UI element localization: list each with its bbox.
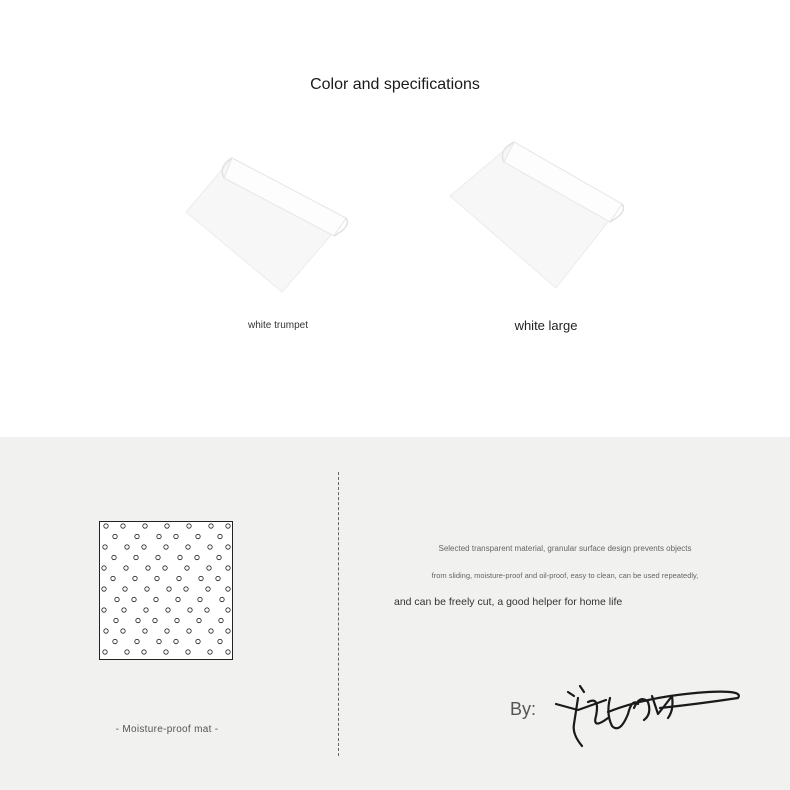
description-line-1: Selected transparent material, granular surface design prevents objects	[438, 544, 692, 553]
pattern-dot	[226, 629, 230, 633]
description-line-2: from sliding, moisture-proof and oil-proof, easy to clean, can be used repeatedly,	[431, 571, 699, 580]
signature-image	[548, 674, 744, 759]
pattern-dot	[102, 608, 106, 612]
pattern-dot	[145, 587, 149, 591]
pattern-dot	[125, 545, 129, 549]
pattern-dot	[142, 545, 146, 549]
pattern-dot	[226, 650, 230, 654]
pattern-dot	[115, 597, 119, 601]
product-label-large: white large	[514, 318, 578, 333]
pattern-dot	[157, 639, 161, 643]
pattern-dot	[226, 545, 230, 549]
pattern-dot	[165, 629, 169, 633]
pattern-dot	[205, 608, 209, 612]
pattern-dot	[135, 639, 139, 643]
pattern-dot	[157, 534, 161, 538]
product-image-large	[446, 140, 626, 292]
pattern-dot	[124, 566, 128, 570]
pattern-dot	[208, 650, 212, 654]
pattern-dot	[143, 629, 147, 633]
pattern-dot	[206, 587, 210, 591]
pattern-dot	[209, 629, 213, 633]
pattern-dot	[187, 524, 191, 528]
pattern-dot	[226, 608, 230, 612]
pattern-dot	[164, 545, 168, 549]
pattern-dot	[208, 545, 212, 549]
pattern-dot	[153, 618, 157, 622]
pattern-dot	[218, 534, 222, 538]
pattern-dot	[175, 618, 179, 622]
pattern-dot	[113, 639, 117, 643]
pattern-dot	[195, 555, 199, 559]
pattern-dot	[102, 566, 106, 570]
pattern-dot	[167, 587, 171, 591]
pattern-dot	[226, 587, 230, 591]
pattern-dot	[104, 524, 108, 528]
dot-pattern-illustration	[99, 521, 233, 660]
pattern-dot	[178, 555, 182, 559]
section-title: Color and specifications	[310, 76, 480, 93]
pattern-dot	[186, 545, 190, 549]
pattern-dot	[114, 618, 118, 622]
pattern-dot	[113, 534, 117, 538]
pattern-dot	[103, 545, 107, 549]
pattern-dot	[218, 639, 222, 643]
product-image-small	[184, 156, 350, 296]
pattern-dot	[133, 576, 137, 580]
pattern-dot	[165, 524, 169, 528]
feature-caption: - Moisture-proof mat -	[115, 724, 219, 735]
product-label-small: white trumpet	[247, 320, 309, 331]
pattern-dot	[154, 597, 158, 601]
pattern-dot	[184, 587, 188, 591]
pattern-dot	[220, 597, 224, 601]
pattern-dot	[185, 566, 189, 570]
pattern-dot	[142, 650, 146, 654]
by-label: By:	[510, 699, 537, 719]
pattern-dot	[112, 555, 116, 559]
pattern-dot	[216, 576, 220, 580]
pattern-dot	[187, 629, 191, 633]
pattern-dot	[156, 555, 160, 559]
pattern-dot	[122, 608, 126, 612]
pattern-dot	[197, 618, 201, 622]
pattern-dot	[102, 587, 106, 591]
pattern-dot	[163, 566, 167, 570]
pattern-dot	[104, 629, 108, 633]
pattern-dot	[196, 639, 200, 643]
pattern-dot	[226, 566, 230, 570]
pattern-dot	[132, 597, 136, 601]
pattern-dot	[164, 650, 168, 654]
pattern-dot	[176, 597, 180, 601]
pattern-dot	[135, 534, 139, 538]
pattern-dot	[186, 650, 190, 654]
pattern-dot	[144, 608, 148, 612]
pattern-dot	[121, 629, 125, 633]
description-line-3: and can be freely cut, a good helper for home life	[394, 596, 623, 608]
pattern-dot	[125, 650, 129, 654]
pattern-dot	[217, 555, 221, 559]
pattern-dot	[226, 524, 230, 528]
pattern-dot	[143, 524, 147, 528]
pattern-dot	[198, 597, 202, 601]
pattern-dot	[207, 566, 211, 570]
pattern-dot	[219, 618, 223, 622]
pattern-dot	[103, 650, 107, 654]
pattern-dot	[199, 576, 203, 580]
pattern-dot	[136, 618, 140, 622]
pattern-dot	[166, 608, 170, 612]
pattern-dot	[188, 608, 192, 612]
pattern-dot	[123, 587, 127, 591]
pattern-dot	[177, 576, 181, 580]
pattern-dot	[134, 555, 138, 559]
pattern-dot	[121, 524, 125, 528]
pattern-dot	[146, 566, 150, 570]
pattern-dot	[174, 534, 178, 538]
pattern-dot	[174, 639, 178, 643]
pattern-dot	[111, 576, 115, 580]
dashed-divider	[338, 472, 339, 756]
pattern-dot	[196, 534, 200, 538]
pattern-dot	[155, 576, 159, 580]
pattern-dot	[209, 524, 213, 528]
